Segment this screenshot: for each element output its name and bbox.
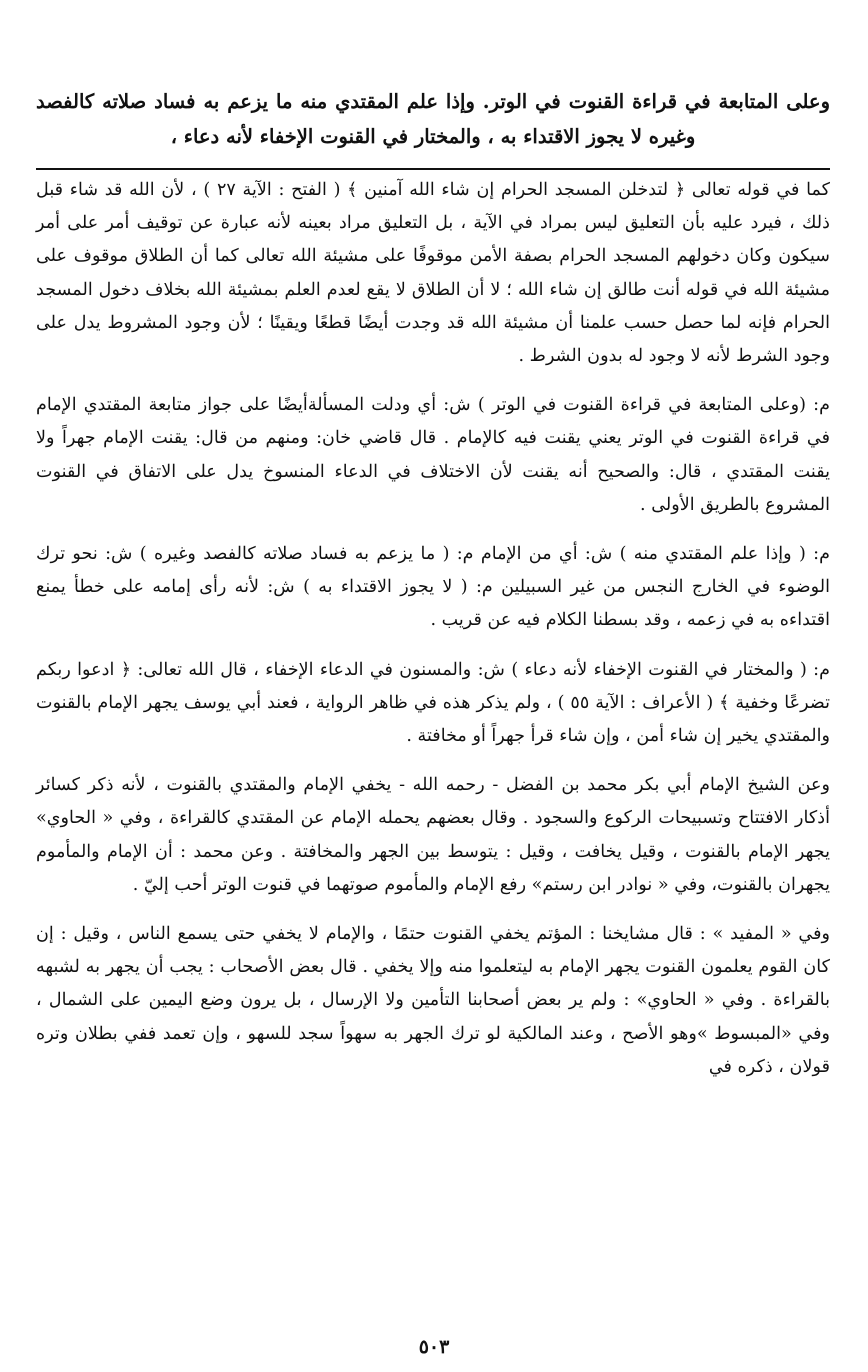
separator-rule xyxy=(36,168,830,170)
commentary xyxy=(36,174,830,1084)
paragraph: م: ( والمختار في القنوت الإخفاء لأنه دعاء ) ش: والمسنون في الدعاء الإخفاء ، قال الله تعالى: ﴿ ادعوا ربكم تضرعًا وخفية ﴾ ( الأعراف : الآية ٥٥ ) ، ولم يذكر هذه في ظاهر الرواية ، فعند أبي يوسف يجهر الإمام بالقنوت والمقتدي يخير إن شاء أمن ، وإن شاء قرأ جهراً أو مخافتة . xyxy=(36,659,830,747)
paragraph: وفي « المفيد » : قال مشايخنا : المؤتم يخفي القنوت حتمًا ، والإمام لا يخفي حتى يسمع الناس ، وقيل : إن كان القوم يعلمون القنوت يجهر الإمام به ليتعلموا منه وإلا يخفي . قال بعض الأصحاب : يجب أن يجهر به لشبهه بالقراءة . وفي « الحاوي» : ولم ير بعض أصحابنا التأمين ولا الإرسال ، بل يرون وضع اليمين على الشمال ، وفي «المبسوط »وهو الأصح ، وعند المالكية لو ترك الجهر به سهواً سجد للسهو ، وإن تعمد ففي بطلان وتره قولان ، ذكره في xyxy=(36,924,830,1077)
page-number: ٥٠٣ xyxy=(418,1336,450,1358)
paragraph: م: ( وإذا علم المقتدي منه ) ش: أي من الإمام م: ( ما يزعم به فساد صلاته كالفصد وغيره ) ش: نحو ترك الوضوء في الخارج النجس من غير السبيلين م: ( لا يجوز الاقتداء به ) ش: لأنه رأى إمامه على خطأ يمنع اقتداءه به في زعمه ، وقد بسطنا الكلام فيه عن قريب . xyxy=(36,544,830,631)
matn-text: وعلى المتابعة في قراءة القنوت في الوتر. وإذا علم المقتدي منه ما يزعم به فساد صلاته كالفصد وغيره لا يجوز الاقتداء به ، والمختار في القنوت الإخفاء لأنه دعاء ، xyxy=(36,90,830,148)
paragraph: كما في قوله تعالى ﴿ لتدخلن المسجد الحرام إن شاء الله آمنين ﴾ ( الفتح : الآية ٢٧ ) ، لأن الله قد شاء قبل ذلك ، فيرد عليه بأن التعليق ليس بمراد في الآية ، بل التعليق مراد بعينه لأنه عبارة عن توقيف أمر على أمر سيكون وكان دخولهم المسجد الحرام بصفة الأمن موقوفًا على مشيئة الله تعالى كما أن الطلاق موقوف على مشيئة الله في قوله أنت طالق إن شاء الله ؛ لا أن الطلاق لا يقع لعدم العلم بمشيئة الله بخلاف دخول المسجد الحرام فإنه لما حصل حسب علمنا أن مشيئة الله قد وجدت أيضًا قطعًا ويقينًا ؛ لأن وجود المشروط يدل على وجود الشرط لأنه لا وجود له بدون الشرط . xyxy=(36,180,830,367)
paragraph: م: (وعلى المتابعة في قراءة القنوت في الوتر ) ش: أي ودلت المسألةأيضًا على جواز متابعة المقتدي الإمام في قراءة القنوت في الوتر يعني يقنت فيه كالإمام . قال قاضي خان: ومنهم من قال: يقنت الإمام جهراً ولا يقنت المقتدي ، قال: والصحيح أنه يقنت لأن الاختلاف في الدعاء المنسوخ يدل على الاتفاق في القنوت المشروع بالطريق الأولى . xyxy=(36,395,830,515)
paragraph: وعن الشيخ الإمام أبي بكر محمد بن الفضل - رحمه الله - يخفي الإمام والمقتدي بالقنوت ، لأنه ذكر كسائر أذكار الافتتاح وتسبيحات الركوع والسجود . وقال بعضهم يحمله الإمام عن المقتدي كالقراءة ، وفي « الحاوي» يجهر الإمام بالقنوت ، وقيل يخافت ، وقيل : يتوسط بين الجهر والمخافتة . وعن محمد : أن الإمام والمأموم يجهران بالقنوت، وفي « نوادر ابن رستم» رفع الإمام والمأموم صوتهما في قنوت الوتر أحب إليّ . xyxy=(36,775,830,895)
